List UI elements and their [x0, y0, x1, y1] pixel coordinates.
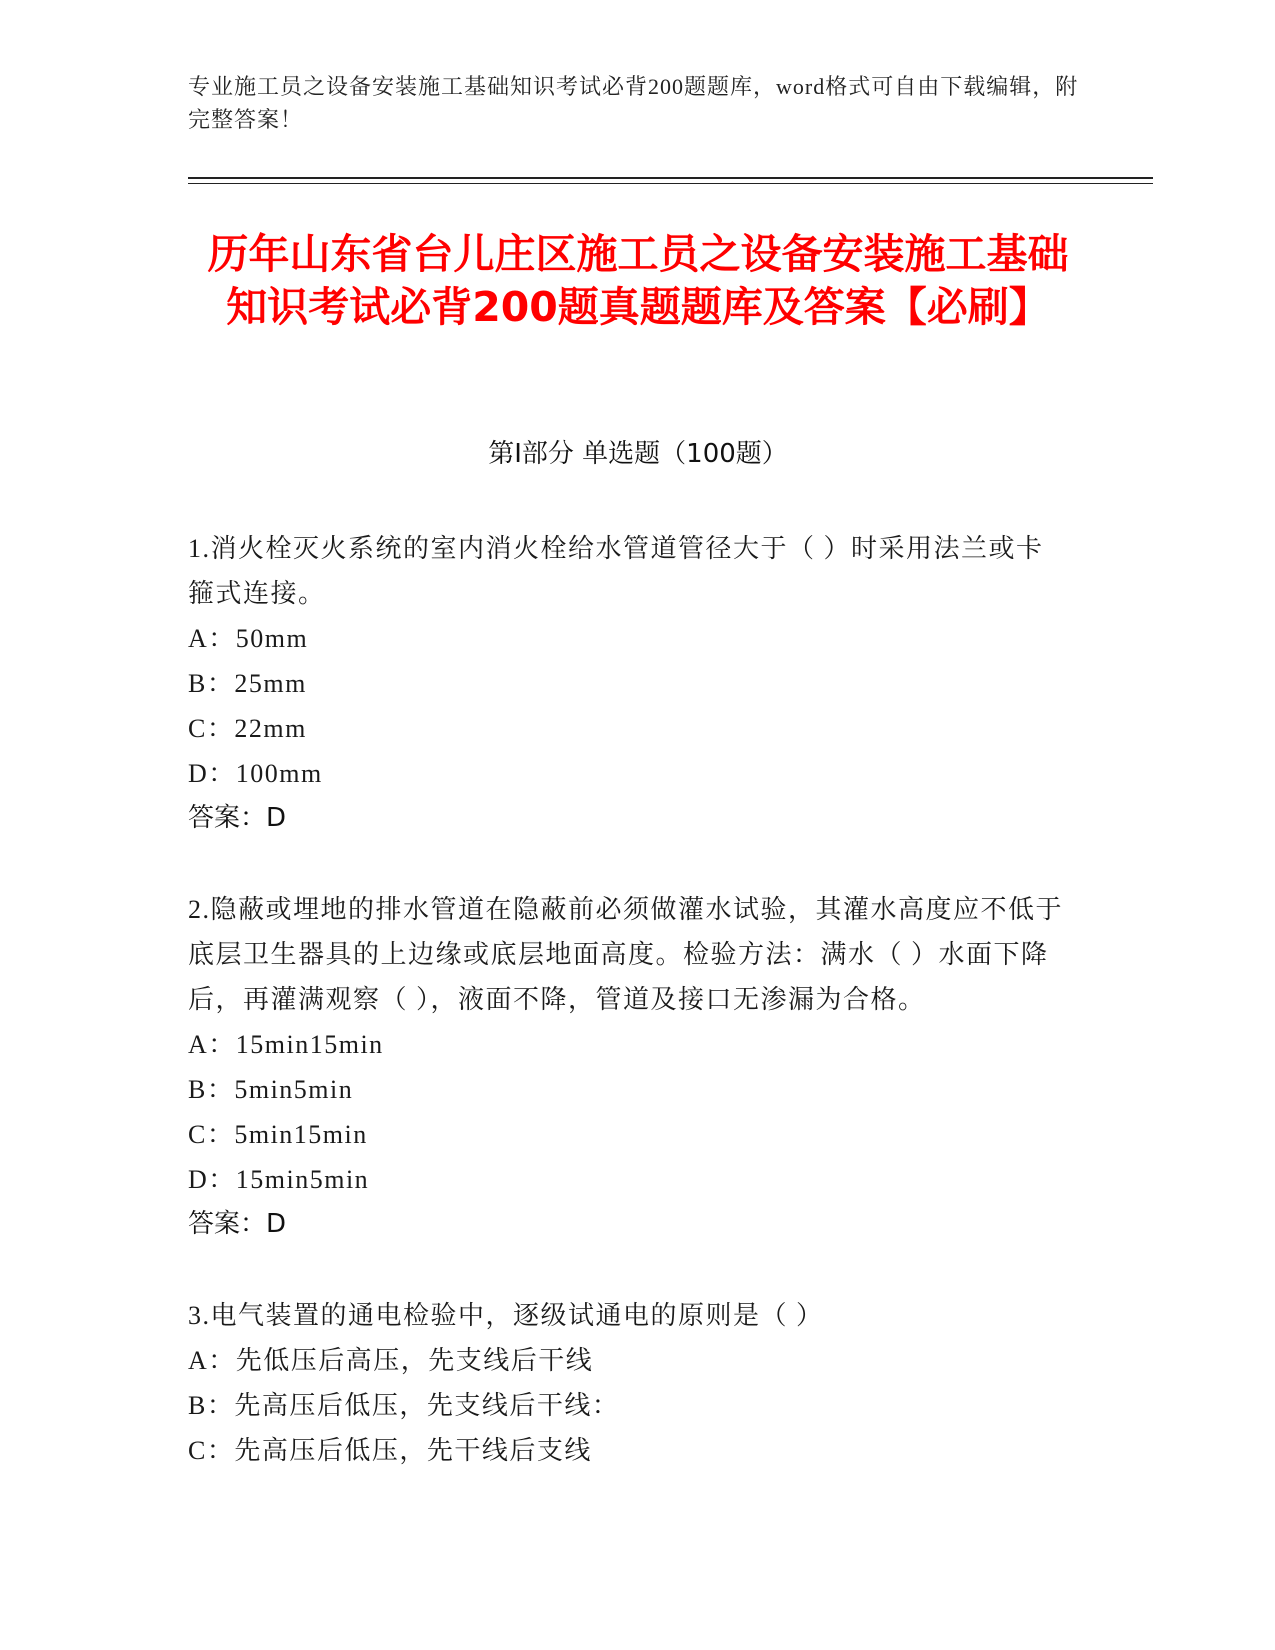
option-c: C：5min15min	[188, 1120, 368, 1149]
question-stem: 2.隐蔽或埋地的排水管道在隐蔽前必须做灌水试验，其灌水高度应不低于底层卫生器具的上边缘或底层地面高度。检验方法：满水（ ）水面下降后，再灌满观察（ ），液面不降，管道及接口无渗漏为合格。	[188, 895, 1064, 1014]
option-d: D：100mm	[188, 759, 323, 788]
option-a: A：先低压后高压，先支线后干线	[188, 1346, 594, 1375]
option-a: A：15min15min	[188, 1030, 384, 1059]
document-title: 历年山东省台儿庄区施工员之设备安装施工基础知识考试必背200题真题题库及答案【必刷】	[207, 230, 1069, 331]
question-list	[188, 526, 1068, 1519]
option-a: A：50mm	[188, 624, 309, 653]
header-rule-thick	[188, 177, 1153, 179]
answer: 答案：D	[188, 803, 287, 833]
section-heading: 第I部分 单选题（100题）	[488, 439, 788, 469]
question-stem: 3.电气装置的通电检验中，逐级试通电的原则是（ ）	[188, 1301, 824, 1330]
option-b: B：先高压后低压，先支线后干线：	[188, 1391, 620, 1420]
header-rule-thin	[188, 183, 1153, 184]
answer: 答案：D	[188, 1209, 287, 1239]
question-2	[188, 887, 1068, 1247]
option-c: C：22mm	[188, 714, 307, 743]
option-d: D：15min5min	[188, 1165, 370, 1194]
option-b: B：25mm	[188, 669, 307, 698]
question-stem: 1.消火栓灭火系统的室内消火栓给水管道管径大于（ ）时采用法兰或卡箍式连接。	[188, 534, 1044, 608]
option-c: C：先高压后低压，先干线后支线	[188, 1436, 592, 1465]
question-3	[188, 1293, 1068, 1473]
question-1	[188, 526, 1068, 841]
option-b: B：5min5min	[188, 1075, 354, 1104]
header-note: 专业施工员之设备安装施工基础知识考试必背200题题库，word格式可自由下载编辑，附完整答案！	[188, 74, 1079, 132]
